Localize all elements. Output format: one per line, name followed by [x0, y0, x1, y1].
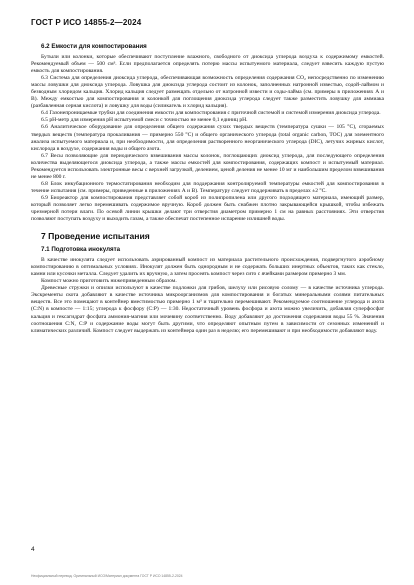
paragraph: 6.5 pH-метр для измерения pH испытуемой смеси с точностью не менее 0,1 единиц pH.	[41, 117, 248, 124]
paragraph: 6.3 Система для определения диоксида углерода, обеспечивающая возможность определения содержания CO₂ непосредственно по изменению массы ловушки для диоксида углерода. Ловушка для диоксида углерода состоит из колонок, заполненных натронной известью, содой-лаймом и безводным хлоридом кальция. Хлорид кальция следует размещать отдельно от натронной извести и соды-лайма (см. примеры в приложениях А и B). Между емкостью для компостирования и колонкой для поглощения диоксида углерода следует также разместить ловушку для аммиака (разбавленная серная кислота) и ловушку для воды (силикагель и хлорид кальция).	[31, 75, 384, 110]
paragraph: Бутыли или колонки, которые обеспечивают поступление влажного, свободного от диоксида углерода воздуха к содержимому емкостей. Рекомендуемый объем — 500 см³. Если предполагается определять потерю массы испытуемого материала, следует взвесить каждую пустую емкость для компостирования.	[31, 54, 384, 75]
page-number: 4	[31, 546, 35, 553]
section-6-2-heading: 6.2 Емкости для компостирования	[41, 43, 147, 50]
document-header: ГОСТ Р ИСО 14855-2—2024	[31, 18, 142, 27]
section-7-heading: 7 Проведение испытания	[41, 231, 150, 242]
paragraph: Древесные стружки и опилки используют в качестве подложки для грибов, шелуху или рисовую солому — в качестве источника углерода. Экскременты скота добавляют в качестве источника микроорганизмов для компостирования и богатых минеральными солями питательных веществ. Все это помещают в контейнер вместимостью примерно 1 м³ и тщательно перемешивают. Рекомендуемое соотношение углерода и азота (С:N) в компосте — 1:15; углерода к фосфору (С:Р) — 1:30. Недостаточный уровень фосфора и азота можно увеличить, добавляя суперфосфат кальция и гексагидрат фосфата аммония-магния или мочевину соответственно. Воду добавляют до достижения содержания воды 55 %. Значения соотношения С:N, С:Р и содержание воды могут быть другими, что определяют опытным путем в зависимости от сезонных изменений и климатических различий. Компост следует выдержать из контейнера один раз в неделю; его перемешивают и при необходимости добавляют воду.	[31, 285, 384, 334]
paragraph: Компост можно приготовить нижеприведенным образом.	[41, 278, 177, 285]
paragraph: В качестве инокулята следует использовать аэрированный компост из материала растительного происхождения, подвергнутого аэробному компостированию в оптимальных условиях. Инокулят должен быть однородным и не содержать больших инертных объектов, таких как стекло, камни или кусочки металла. Следует удалить их вручную, а затем просеять компост через сито с ячейками размером примерно 3 мм.	[31, 257, 384, 278]
paragraph: 6.8 Блок инкубационного термостатирования необходим для поддержания контролируемой температуры емкостей для компостирования в течение испытания (см. примеры, приведенные в приложениях А и В). Температуру следует поддерживать в пределах ±2 °С.	[31, 180, 384, 194]
footnote: Неофициальный перевод. Оригинальный ИСО/Материал документа ГОСТ Р ИСО 14855-2-2024	[31, 574, 183, 578]
paragraph: 6.7 Весы позволяющие для периодического взвешивания массы колонок, поглощающих диоксид углерода, для последующего определения количества выделяющегося диоксида углерода, а также массы емкостей для компостирования, содержащих компост и испытуемый материал. Рекомендуется использовать электронные весы с верхней загрузкой, делением, ценой деления не менее 10 мг и наибольшим пределом взвешивания не менее 800 г.	[31, 152, 384, 180]
section-7-1-heading: 7.1 Подготовка инокулята	[41, 246, 121, 254]
paragraph: 6.9 Биореактор для компостирования представляет собой короб из полипропилена или другого подходящего материала, имеющий размер, который позволяет легко перемешивать содержимое вручную. Короб должен быть снабжен плотно закрывающейся крышкой, чтобы избежать чрезмерной потери влаги. По осевой линии крышки делают три отверстия диаметром примерно 1 см на равных расстояниях. Эти отверстия позволяют поступать воздуху и выходить газам, а также обеспечат постепенное испарение излишней воды.	[31, 194, 384, 223]
paragraph: 6.4 Газонепроницаемые трубки для соединения емкости для компостирования с приточной системой и системой измерения диоксида углерода.	[41, 110, 381, 117]
document-body	[31, 43, 384, 335]
paragraph: 6.6 Аналитическое оборудование для определения общего содержания сухих твердых веществ (температура сушки — 105 °С), сгораемых твердых веществ (температура прокаливания — примерно 550 °С) и общего органического углерода (total organic carbon, TOC) для элементного анализа испытуемого материала и, при необходимости, для определения растворенного неорганического углерода (DIC), летучих жирных кислот, кислорода в воздухе, содержания воды и общего азота.	[31, 124, 384, 152]
